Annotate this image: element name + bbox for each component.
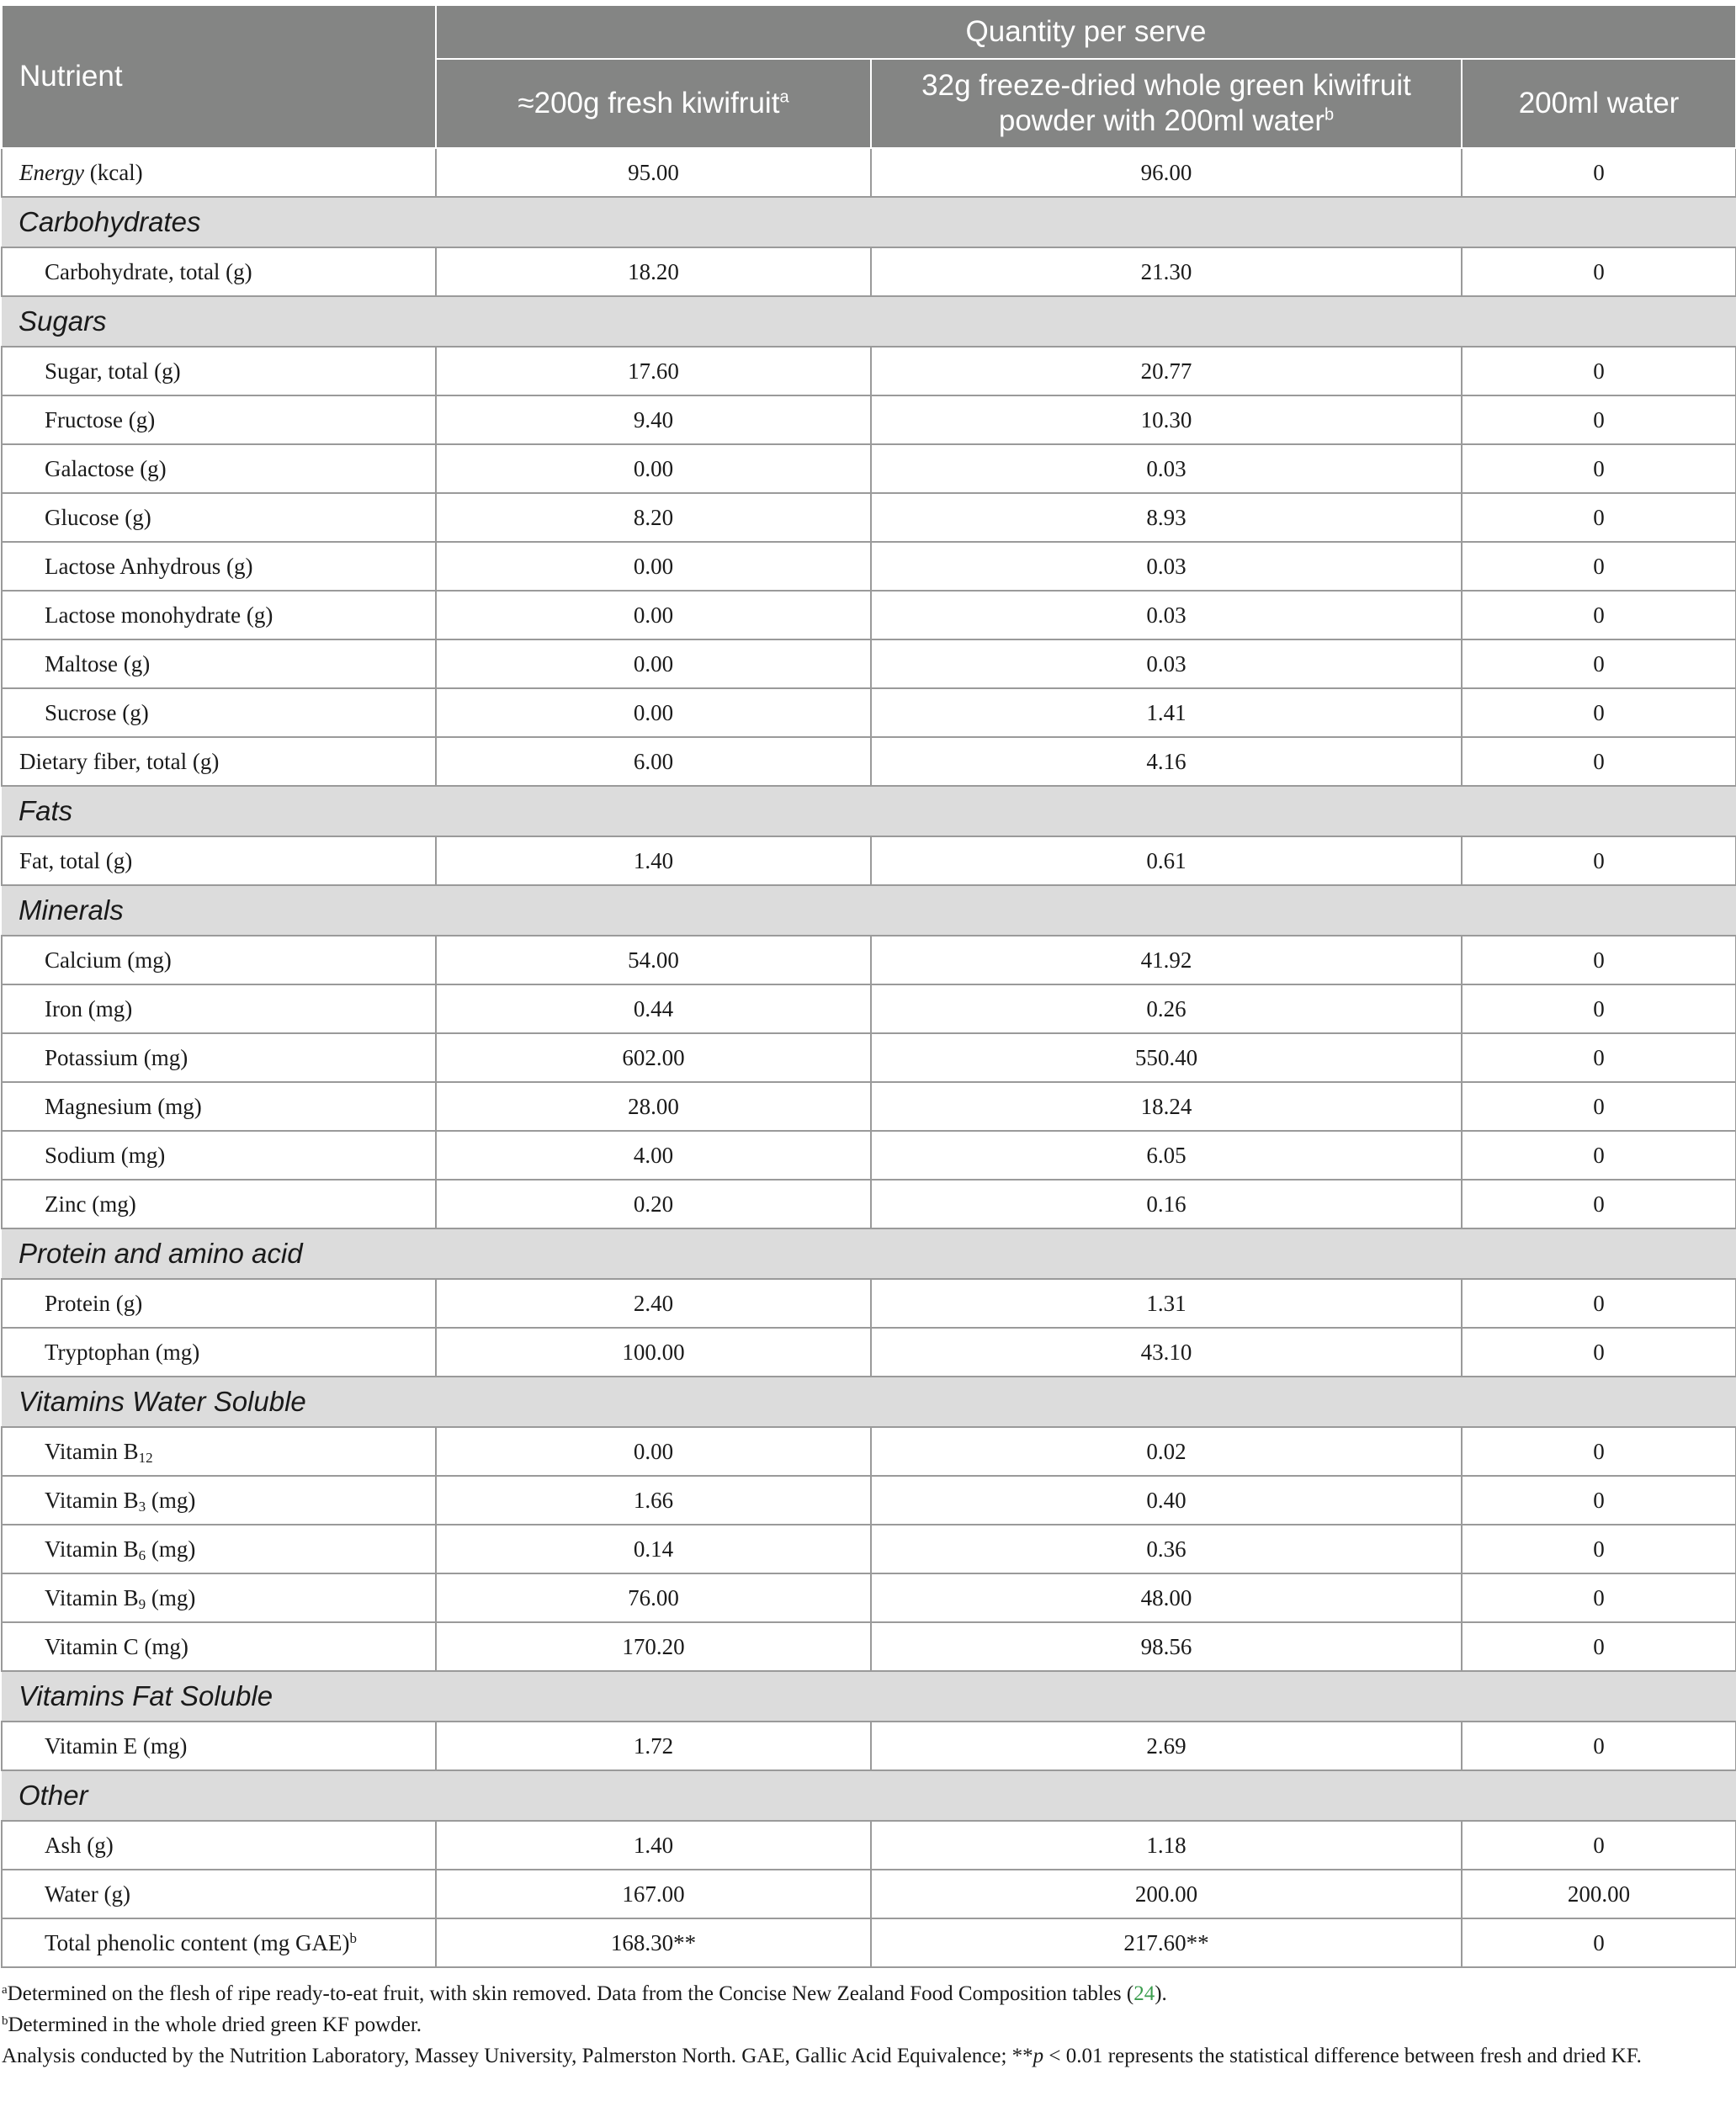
value-powder: 0.61 — [871, 836, 1462, 885]
table-row — [2, 1622, 1736, 1671]
section-row — [2, 1377, 1736, 1427]
table-row — [2, 639, 1736, 688]
section-title: Minerals — [2, 885, 1736, 936]
value-water: 0 — [1462, 1918, 1736, 1967]
fresh-kiwifruit-label: ≈200g fresh kiwifruit — [518, 87, 780, 119]
value-water: 0 — [1462, 1525, 1736, 1573]
row-label: Lactose Anhydrous (g) — [2, 542, 436, 591]
value-fresh: 0.20 — [436, 1180, 871, 1228]
value-water: 0 — [1462, 148, 1736, 197]
footnote-analysis — [2, 2040, 1727, 2072]
value-powder: 18.24 — [871, 1082, 1462, 1131]
row-label-subscript: 9 — [138, 1595, 146, 1612]
value-fresh: 0.00 — [436, 542, 871, 591]
table-row — [2, 1427, 1736, 1476]
value-fresh: 1.66 — [436, 1476, 871, 1525]
value-water: 0 — [1462, 493, 1736, 542]
value-fresh: 76.00 — [436, 1573, 871, 1622]
section-title: Vitamins Fat Soluble — [2, 1671, 1736, 1722]
value-powder: 0.16 — [871, 1180, 1462, 1228]
freeze-dried-powder-label: 32g freeze-dried whole green kiwifruit powder with 200ml water — [921, 69, 1411, 137]
reference-link[interactable]: 24 — [1133, 1982, 1155, 2005]
nutrient-table — [1, 4, 1736, 1968]
value-water: 0 — [1462, 247, 1736, 296]
value-water: 0 — [1462, 1131, 1736, 1180]
value-water: 0 — [1462, 936, 1736, 984]
row-label-suffix: (kcal) — [83, 159, 143, 185]
row-label-subscript: 3 — [138, 1498, 146, 1515]
value-water: 0 — [1462, 1427, 1736, 1476]
section-row — [2, 1228, 1736, 1279]
value-water: 0 — [1462, 444, 1736, 493]
value-powder: 1.31 — [871, 1279, 1462, 1328]
value-water: 0 — [1462, 1033, 1736, 1082]
value-powder: 2.69 — [871, 1722, 1462, 1770]
row-label: Magnesium (mg) — [2, 1082, 436, 1131]
row-label-prefix: Vitamin B — [45, 1487, 139, 1513]
table-row — [2, 1722, 1736, 1770]
value-powder: 98.56 — [871, 1622, 1462, 1671]
value-water: 0 — [1462, 737, 1736, 786]
value-water: 0 — [1462, 688, 1736, 737]
value-powder: 0.36 — [871, 1525, 1462, 1573]
value-powder: 200.00 — [871, 1870, 1462, 1918]
value-powder: 0.40 — [871, 1476, 1462, 1525]
row-label: Sodium (mg) — [2, 1131, 436, 1180]
value-powder: 41.92 — [871, 936, 1462, 984]
row-label: Fat, total (g) — [2, 836, 436, 885]
table-row — [2, 1033, 1736, 1082]
value-fresh: 168.30** — [436, 1918, 871, 1967]
value-fresh: 28.00 — [436, 1082, 871, 1131]
value-powder: 6.05 — [871, 1131, 1462, 1180]
row-label: Protein (g) — [2, 1279, 436, 1328]
nutrient-table-container — [0, 4, 1736, 2072]
value-water: 0 — [1462, 1082, 1736, 1131]
value-fresh: 6.00 — [436, 737, 871, 786]
section-title: Vitamins Water Soluble — [2, 1377, 1736, 1427]
value-fresh: 8.20 — [436, 493, 871, 542]
section-row — [2, 296, 1736, 347]
row-label — [2, 1427, 436, 1476]
value-fresh: 602.00 — [436, 1033, 871, 1082]
row-label: Fructose (g) — [2, 395, 436, 444]
value-fresh: 1.40 — [436, 1821, 871, 1870]
value-fresh: 0.44 — [436, 984, 871, 1033]
section-title: Sugars — [2, 296, 1736, 347]
table-row — [2, 247, 1736, 296]
value-fresh: 1.72 — [436, 1722, 871, 1770]
row-label — [2, 1525, 436, 1573]
footnote-a-text: Determined on the flesh of ripe ready-to-eat fruit, with skin removed. Data from the Concise New Zealand Food Composition tables ( — [7, 1982, 1134, 2005]
row-label: Glucose (g) — [2, 493, 436, 542]
value-fresh: 2.40 — [436, 1279, 871, 1328]
table-row — [2, 1525, 1736, 1573]
row-label-suffix: (mg) — [146, 1584, 196, 1610]
row-label: Ash (g) — [2, 1821, 436, 1870]
table-row — [2, 984, 1736, 1033]
value-powder: 0.03 — [871, 444, 1462, 493]
value-water: 0 — [1462, 1328, 1736, 1377]
footnote-mark: b — [2, 2014, 8, 2028]
value-fresh: 17.60 — [436, 347, 871, 395]
section-title: Other — [2, 1770, 1736, 1821]
footnote-mark: a — [2, 1983, 8, 1997]
value-powder: 43.10 — [871, 1328, 1462, 1377]
table-row — [2, 1082, 1736, 1131]
table-row — [2, 1821, 1736, 1870]
value-fresh: 18.20 — [436, 247, 871, 296]
value-fresh: 0.00 — [436, 1427, 871, 1476]
value-powder: 1.41 — [871, 688, 1462, 737]
value-fresh: 4.00 — [436, 1131, 871, 1180]
water-header: 200ml water — [1462, 59, 1736, 148]
value-fresh: 170.20 — [436, 1622, 871, 1671]
value-powder: 0.02 — [871, 1427, 1462, 1476]
row-label: Calcium (mg) — [2, 936, 436, 984]
row-label-prefix: Vitamin B — [45, 1584, 139, 1610]
row-label: Sucrose (g) — [2, 688, 436, 737]
value-fresh: 0.00 — [436, 444, 871, 493]
value-powder: 20.77 — [871, 347, 1462, 395]
row-label — [2, 1918, 436, 1967]
row-label-italic: Energy — [19, 159, 84, 185]
row-label: Tryptophan (mg) — [2, 1328, 436, 1377]
table-row — [2, 591, 1736, 639]
value-fresh: 0.00 — [436, 639, 871, 688]
footnote-analysis-tail: < 0.01 represents the statistical difference between fresh and dried KF. — [1043, 2045, 1642, 2067]
value-fresh: 0.00 — [436, 591, 871, 639]
table-row — [2, 1279, 1736, 1328]
value-water: 0 — [1462, 639, 1736, 688]
table-row — [2, 1180, 1736, 1228]
value-water: 0 — [1462, 1180, 1736, 1228]
row-label — [2, 148, 436, 197]
section-row — [2, 786, 1736, 836]
footnote-mark: a — [779, 88, 789, 107]
value-powder: 0.03 — [871, 591, 1462, 639]
section-title: Carbohydrates — [2, 197, 1736, 247]
row-label: Sugar, total (g) — [2, 347, 436, 395]
row-label: Dietary fiber, total (g) — [2, 737, 436, 786]
value-powder: 48.00 — [871, 1573, 1462, 1622]
table-row — [2, 1328, 1736, 1377]
value-fresh: 1.40 — [436, 836, 871, 885]
table-row — [2, 1870, 1736, 1918]
section-title: Protein and amino acid — [2, 1228, 1736, 1279]
value-water: 0 — [1462, 836, 1736, 885]
row-label-subscript: 12 — [138, 1449, 153, 1466]
table-row — [2, 936, 1736, 984]
value-fresh: 95.00 — [436, 148, 871, 197]
value-water: 0 — [1462, 1476, 1736, 1525]
value-water: 0 — [1462, 1279, 1736, 1328]
table-row — [2, 1573, 1736, 1622]
value-powder: 1.18 — [871, 1821, 1462, 1870]
row-label — [2, 1476, 436, 1525]
value-water: 0 — [1462, 984, 1736, 1033]
footnote-b-text: Determined in the whole dried green KF powder. — [8, 2014, 422, 2036]
row-label-prefix: Vitamin B — [45, 1438, 139, 1464]
row-label: Carbohydrate, total (g) — [2, 247, 436, 296]
value-water: 0 — [1462, 542, 1736, 591]
value-powder: 0.26 — [871, 984, 1462, 1033]
section-row — [2, 1671, 1736, 1722]
row-label: Potassium (mg) — [2, 1033, 436, 1082]
footnote-a — [2, 1978, 1727, 2009]
nutrient-column-header: Nutrient — [2, 5, 436, 148]
table-row — [2, 836, 1736, 885]
footnote-a-tail: ). — [1155, 1982, 1167, 2005]
table-row — [2, 1131, 1736, 1180]
value-powder: 21.30 — [871, 247, 1462, 296]
table-footnotes — [0, 1968, 1727, 2072]
row-label-text: Total phenolic content (mg GAE) — [45, 1929, 350, 1955]
row-label: Iron (mg) — [2, 984, 436, 1033]
table-row — [2, 688, 1736, 737]
value-powder: 550.40 — [871, 1033, 1462, 1082]
footnote-b — [2, 2009, 1727, 2040]
row-label: Galactose (g) — [2, 444, 436, 493]
value-powder: 10.30 — [871, 395, 1462, 444]
value-powder: 217.60** — [871, 1918, 1462, 1967]
row-label-suffix: (mg) — [146, 1536, 196, 1562]
table-row — [2, 493, 1736, 542]
value-powder: 96.00 — [871, 148, 1462, 197]
value-fresh: 9.40 — [436, 395, 871, 444]
table-body — [2, 148, 1736, 1967]
table-row — [2, 395, 1736, 444]
fresh-kiwifruit-header — [436, 59, 871, 148]
freeze-dried-powder-header — [871, 59, 1462, 148]
value-water: 0 — [1462, 1573, 1736, 1622]
row-label-suffix: (mg) — [146, 1487, 196, 1513]
footnote-analysis-text: Analysis conducted by the Nutrition Laboratory, Massey University, Palmerston North. GAE, Gallic Acid Equivalence; ** — [2, 2045, 1033, 2067]
value-water: 0 — [1462, 1722, 1736, 1770]
value-water: 0 — [1462, 1622, 1736, 1671]
row-label: Vitamin C (mg) — [2, 1622, 436, 1671]
table-row — [2, 737, 1736, 786]
value-fresh: 0.14 — [436, 1525, 871, 1573]
value-powder: 0.03 — [871, 639, 1462, 688]
value-powder: 4.16 — [871, 737, 1462, 786]
section-row — [2, 1770, 1736, 1821]
section-row — [2, 197, 1736, 247]
value-water: 200.00 — [1462, 1870, 1736, 1918]
p-value-symbol: p — [1033, 2045, 1044, 2067]
row-label: Vitamin E (mg) — [2, 1722, 436, 1770]
row-label-prefix: Vitamin B — [45, 1536, 139, 1562]
value-powder: 0.03 — [871, 542, 1462, 591]
table-row — [2, 444, 1736, 493]
row-label — [2, 1573, 436, 1622]
value-water: 0 — [1462, 1821, 1736, 1870]
value-water: 0 — [1462, 347, 1736, 395]
table-row — [2, 347, 1736, 395]
value-powder: 8.93 — [871, 493, 1462, 542]
section-title: Fats — [2, 786, 1736, 836]
row-label: Water (g) — [2, 1870, 436, 1918]
value-fresh: 0.00 — [436, 688, 871, 737]
table-row — [2, 542, 1736, 591]
table-row — [2, 1918, 1736, 1967]
value-fresh: 54.00 — [436, 936, 871, 984]
value-water: 0 — [1462, 591, 1736, 639]
table-row — [2, 1476, 1736, 1525]
footnote-mark: b — [1325, 105, 1335, 125]
row-label: Lactose monohydrate (g) — [2, 591, 436, 639]
row-label: Maltose (g) — [2, 639, 436, 688]
value-fresh: 100.00 — [436, 1328, 871, 1377]
row-label: Zinc (mg) — [2, 1180, 436, 1228]
section-row — [2, 885, 1736, 936]
row-label-subscript: 6 — [138, 1547, 146, 1563]
value-water: 0 — [1462, 395, 1736, 444]
table-row — [2, 148, 1736, 197]
table-header — [2, 5, 1736, 148]
value-fresh: 167.00 — [436, 1870, 871, 1918]
footnote-mark: b — [349, 1929, 358, 1946]
quantity-group-header: Quantity per serve — [436, 5, 1736, 59]
